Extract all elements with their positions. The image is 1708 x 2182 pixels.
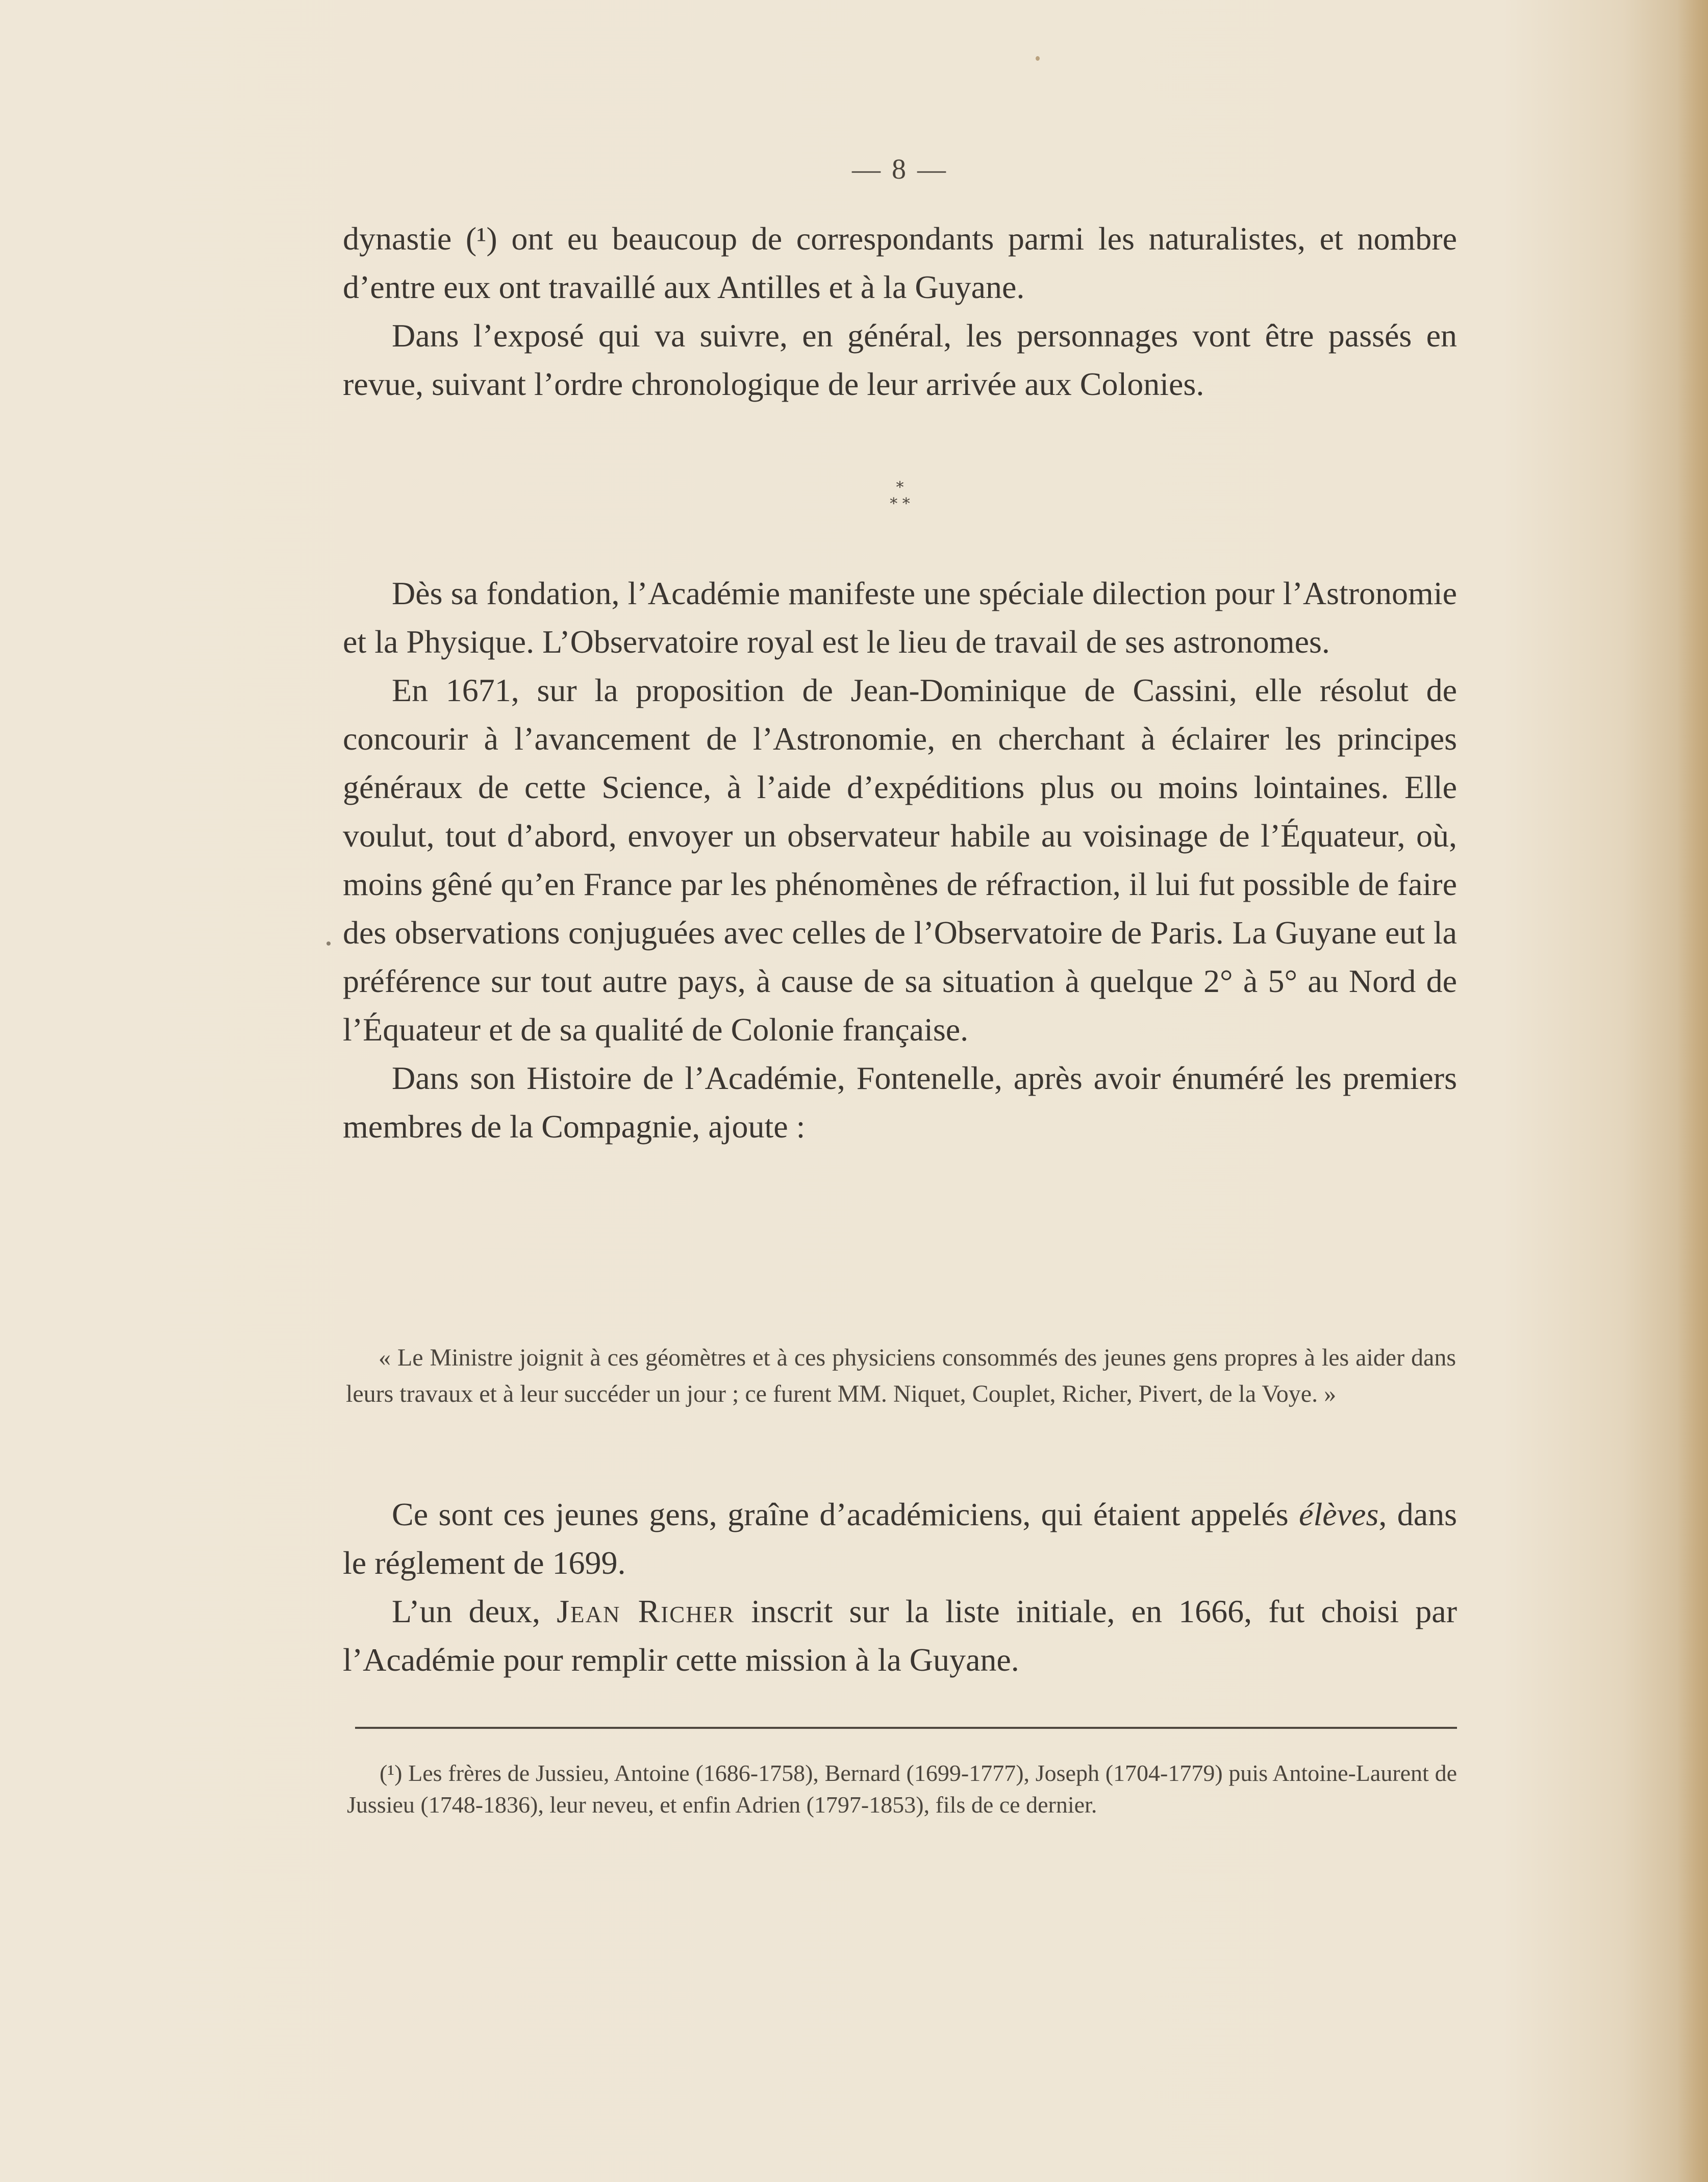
asterism-bottom: * * [890, 495, 910, 513]
richer-name: Jean Richer [557, 1593, 735, 1629]
eleves-text-before: Ce sont ces jeunes gens, graîne d’académiciens, qui étaient appelés [392, 1496, 1299, 1532]
richer-text-after: inscrit sur la liste initiale, en 1666, fut choisi par l’Académie pour remplir cette mission à la Guyane. [343, 1593, 1458, 1678]
paragraph-dynastie: dynastie (¹) ont eu beaucoup de correspondants parmi les naturalistes, et nombre d’entre eux ont travaillé aux Antilles et à la Guyane. [343, 220, 1457, 305]
paragraph-eleves [343, 1490, 1457, 1587]
page-number: — 8 — [852, 154, 948, 185]
page-edge-shadow [1677, 0, 1708, 2182]
closing-text [343, 1490, 1457, 1684]
paragraph-fondation: Dès sa fondation, l’Académie manifeste une spéciale dilection pour l’Astronomie et la Physique. L’Observatoire royal est le lieu de travail de ses astronomes. [343, 575, 1457, 660]
main-text [343, 569, 1457, 1151]
asterism-top: * [896, 479, 904, 497]
paper-speck [1036, 56, 1040, 61]
paragraph-expose: Dans l’exposé qui va suivre, en général, les personnages vont être passés en revue, suivant l’ordre chronologique de leur arrivée aux Colonies. [343, 317, 1457, 402]
asterism-divider [0, 480, 1708, 512]
richer-text-before: L’un deux, [392, 1593, 557, 1629]
margin-mark [326, 941, 331, 946]
paragraph-richer [343, 1587, 1457, 1684]
footnote-divider [355, 1727, 1457, 1729]
intro-text [343, 214, 1457, 408]
paragraph-1671: En 1671, sur la proposition de Jean-Dominique de Cassini, elle résolut de concourir à l’avancement de l’Astronomie, en cherchant à éclairer les principes généraux de cette Science, à l’aide d’expéditions plus ou moins lointaines. Elle voulut, tout d’abord, envoyer un observateur habile au voisinage de l’Équateur, où, moins gêné qu’en France par les phénomènes de réfraction, il lui fut possible de faire des observations conjuguées avec celles de l’Observatoire de Paris. La Guyane eut la préférence sur tout autre pays, à cause de sa situation à quelque 2° à 5° au Nord de l’Équateur et de sa qualité de Colonie française. [343, 672, 1457, 1048]
paragraph-fontenelle: Dans son Histoire de l’Académie, Fontenelle, après avoir énuméré les premiers membres de la Compagnie, ajoute : [343, 1060, 1457, 1145]
fontenelle-quote: « Le Ministre joignit à ces géomètres et à ces physiciens consommés des jeunes gens propres à les aider dans leurs travaux et à leur succéder un jour ; ce furent MM. Niquet, Couplet, Richer, Pivert, de la Voye. » [346, 1344, 1456, 1407]
footnote-jussieu: (¹) Les frères de Jussieu, Antoine (1686-1758), Bernard (1699-1777), Joseph (1704-1779) puis Antoine-Laurent de Jussieu (1748-1836), leur neveu, et enfin Adrien (1797-1853), fils de ce dernier. [347, 1760, 1457, 1818]
eleves-text-after: , dans le réglement de 1699. [343, 1496, 1458, 1581]
eleves-italic: élèves [1299, 1496, 1379, 1532]
